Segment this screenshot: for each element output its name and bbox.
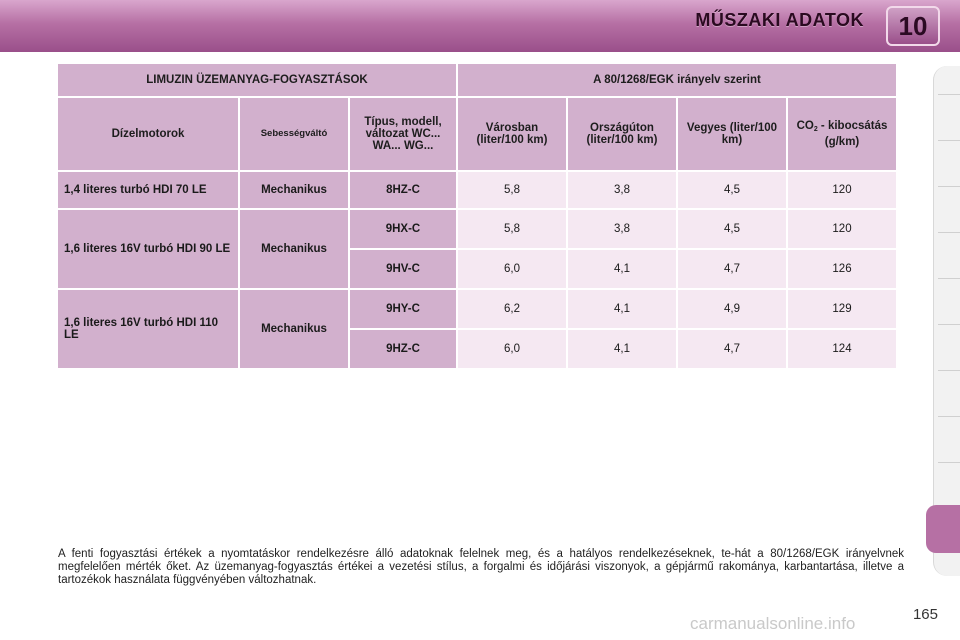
co2-value: 129 <box>788 290 896 328</box>
column-header-gearbox: Sebességváltó <box>240 98 348 170</box>
gearbox-cell: Mechanikus <box>240 210 348 288</box>
gearbox-cell: Mechanikus <box>240 172 348 208</box>
mixed-value: 4,9 <box>678 290 786 328</box>
tab-divider <box>938 186 960 187</box>
co2-value: 126 <box>788 250 896 288</box>
engine-cell: 1,4 literes turbó HDI 70 LE <box>58 172 238 208</box>
tab-divider <box>938 462 960 463</box>
city-value: 6,0 <box>458 330 566 368</box>
co2-label: CO <box>796 120 814 132</box>
type-cell: 8HZ-C <box>350 172 456 208</box>
column-header-mixed: Vegyes (liter/100 km) <box>678 98 786 170</box>
chapter-header <box>0 0 960 52</box>
co2-label-suffix: - kibocsátás (g/km) <box>817 120 888 148</box>
mixed-value: 4,7 <box>678 250 786 288</box>
co2-value: 120 <box>788 172 896 208</box>
city-value: 5,8 <box>458 210 566 248</box>
fuel-consumption-table <box>56 62 898 370</box>
mixed-value: 4,5 <box>678 172 786 208</box>
active-chapter-tab[interactable] <box>926 505 960 553</box>
chapter-tab-strip <box>933 66 960 576</box>
type-cell: 9HY-C <box>350 290 456 328</box>
road-value: 3,8 <box>568 172 676 208</box>
tab-divider <box>938 324 960 325</box>
engine-cell: 1,6 literes 16V turbó HDI 90 LE <box>58 210 238 288</box>
tab-divider <box>938 278 960 279</box>
table-row <box>58 172 896 208</box>
engine-cell: 1,6 literes 16V turbó HDI 110 LE <box>58 290 238 368</box>
city-value: 6,2 <box>458 290 566 328</box>
co2-subscript: 2 <box>813 126 818 133</box>
chapter-title: MŰSZAKI ADATOK <box>695 10 864 30</box>
column-header-road: Országúton (liter/100 km) <box>568 98 676 170</box>
city-value: 6,0 <box>458 250 566 288</box>
consumption-disclaimer: A fenti fogyasztási értékek a nyomtatáskor rendelkezésre álló adatoknak felelnek meg, és a hatályos rendelkezéseknek, te-hát a 80/1268/EGK irányelvnek megfelelően mérték őket. Az üzemanyag-fogyasztás értékei a vezetési stílus, a forgalmi és időjárási viszonyok, a gépjármű rakománya, karbantartása, illetve a tartozékok használata függvényében változhatnak. <box>58 548 904 586</box>
column-header-city: Városban (liter/100 km) <box>458 98 566 170</box>
type-cell: 9HV-C <box>350 250 456 288</box>
table-group-header-left: LIMUZIN ÜZEMANYAG-FOGYASZTÁSOK <box>58 64 456 96</box>
city-value: 5,8 <box>458 172 566 208</box>
table-row <box>58 210 896 248</box>
chapter-number-badge: 10 <box>886 6 940 46</box>
column-header-engine: Dízelmotorok <box>58 98 238 170</box>
co2-value: 124 <box>788 330 896 368</box>
type-cell: 9HZ-C <box>350 330 456 368</box>
road-value: 4,1 <box>568 290 676 328</box>
gearbox-cell: Mechanikus <box>240 290 348 368</box>
co2-value: 120 <box>788 210 896 248</box>
type-cell: 9HX-C <box>350 210 456 248</box>
road-value: 4,1 <box>568 330 676 368</box>
watermark: carmanualsonline.info <box>690 614 856 633</box>
mixed-value: 4,7 <box>678 330 786 368</box>
column-header-type: Típus, modell, változat WC... WA... WG... <box>350 98 456 170</box>
road-value: 4,1 <box>568 250 676 288</box>
road-value: 3,8 <box>568 210 676 248</box>
table-row <box>58 290 896 328</box>
mixed-value: 4,5 <box>678 210 786 248</box>
tab-divider <box>938 94 960 95</box>
table-group-header-right: A 80/1268/EGK irányelv szerint <box>458 64 896 96</box>
tab-divider <box>938 416 960 417</box>
tab-divider <box>938 370 960 371</box>
tab-divider <box>938 232 960 233</box>
column-header-co2 <box>788 98 896 170</box>
page-number: 165 <box>912 606 938 623</box>
tab-divider <box>938 140 960 141</box>
